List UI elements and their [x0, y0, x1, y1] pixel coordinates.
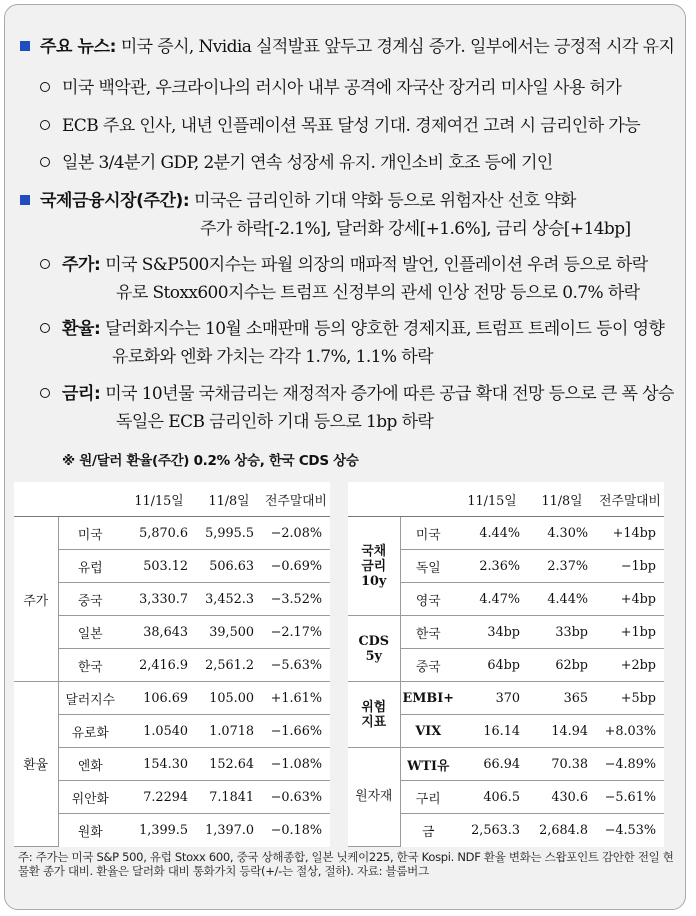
- row-label: 중국: [400, 649, 456, 682]
- value-current: 16.14: [456, 715, 528, 748]
- row-label: 미국: [58, 517, 122, 550]
- value-current: 34bp: [456, 616, 528, 649]
- value-current: 503.12: [122, 550, 196, 583]
- footnote: 주: 주가는 미국 S&P 500, 유럽 Stoxx 600, 중국 상해종합, 일본 닛케이225, 한국 Kospi. NDF 환율 변화는 스왑포인트 감안한 전일 현물환 종가 대비. 환율은 달러화 대비 통화가치 등락(+/-는 절상, 절하). 자료: 블룸버그: [18, 850, 674, 878]
- news-item: [40, 115, 640, 137]
- value-change: +2bp: [596, 649, 664, 682]
- markets-header-label: 국제금융시장(주간):: [40, 191, 190, 211]
- value-current: 370: [456, 682, 528, 715]
- value-current: 154.30: [122, 748, 196, 781]
- header-change: 전주말대비: [262, 482, 330, 517]
- value-change: −0.69%: [262, 550, 330, 583]
- table-header-row: [14, 482, 330, 517]
- circle-bullet-icon: [40, 157, 50, 167]
- group-label: [348, 517, 400, 616]
- stocks-item: [40, 254, 648, 276]
- value-previous: 365: [528, 682, 596, 715]
- news-header: [20, 36, 674, 58]
- stocks-label: 주가:: [62, 255, 101, 275]
- value-change: −1.66%: [262, 715, 330, 748]
- news-item: [40, 152, 553, 174]
- value-current: 2.36%: [456, 550, 528, 583]
- value-previous: 2.37%: [528, 550, 596, 583]
- rates-text: 미국 10년물 국채금리는 재정적자 증가에 따른 공급 확대 전망 등으로 큰 폭 상승: [105, 384, 674, 404]
- news-item: [40, 77, 621, 99]
- markets-header: [20, 190, 576, 212]
- group-label-line: 지표: [361, 714, 387, 730]
- value-current: 66.94: [456, 748, 528, 781]
- group-label-line: 5y: [365, 648, 382, 664]
- value-previous: 5,995.5: [196, 517, 262, 550]
- row-label: 영국: [400, 583, 456, 616]
- group-label: 환율: [14, 682, 58, 847]
- value-change: +4bp: [596, 583, 664, 616]
- value-change: +5bp: [596, 682, 664, 715]
- fx-text: 달러화지수는 10월 소매판매 등의 양호한 경제지표, 트럼프 트레이드 등이 영향: [105, 319, 665, 339]
- row-label: 엔화: [58, 748, 122, 781]
- value-change: +14bp: [596, 517, 664, 550]
- group-label-line: CDS: [358, 633, 390, 649]
- group-label: 주가: [14, 517, 58, 682]
- circle-bullet-icon: [40, 259, 50, 269]
- row-label: 유로화: [58, 715, 122, 748]
- stocks-cont: 유로 Stoxx600지수는 트럼프 신정부의 관세 인상 전망 등으로 0.7% 하락: [116, 283, 640, 303]
- value-previous: 70.38: [528, 748, 596, 781]
- fx-cont: 유로화와 엔화 가치는 각각 1.7%, 1.1% 하락: [112, 347, 433, 367]
- row-label: 위안화: [58, 781, 122, 814]
- value-change: −2.08%: [262, 517, 330, 550]
- row-label: 중국: [58, 583, 122, 616]
- news-item-text: ECB 주요 인사, 내년 인플레이션 목표 달성 기대. 경제여건 고려 시 금리인하 가능: [62, 116, 641, 136]
- value-previous: 14.94: [528, 715, 596, 748]
- row-label: VIX: [400, 715, 456, 748]
- value-current: 2,563.3: [471, 822, 520, 838]
- news-header-text: 미국 증시, Nvidia 실적발표 앞두고 경계심 증가. 일부에서는 긍정적 시각 유지: [120, 37, 675, 57]
- value-current: 38,643: [122, 616, 196, 649]
- group-label: [348, 616, 400, 682]
- table-row: [14, 616, 330, 649]
- row-label: 독일: [400, 550, 456, 583]
- value-previous: 2,561.2: [196, 649, 262, 682]
- value-change: −2.17%: [262, 616, 330, 649]
- value-previous: 506.63: [196, 550, 262, 583]
- stocks-text: 미국 S&P500지수는 파월 의장의 매파적 발언, 인플레이션 우려 등으로 하락: [105, 255, 648, 275]
- right-market-table: [348, 482, 664, 847]
- fx-label: 환율:: [62, 319, 101, 339]
- value-change: −4.89%: [596, 748, 664, 781]
- table-row: [14, 550, 330, 583]
- value-current: 4.44%: [456, 517, 528, 550]
- value-current: 2,416.9: [122, 649, 196, 682]
- row-label: 유럽: [58, 550, 122, 583]
- group-label-line: 10y: [361, 573, 387, 589]
- blue-square-bullet-icon: [20, 195, 30, 205]
- value-change: +1bp: [596, 616, 664, 649]
- value-change: −0.18%: [270, 822, 322, 838]
- value-previous: 4.30%: [528, 517, 596, 550]
- value-change: −4.53%: [604, 822, 656, 838]
- value-previous: 430.6: [528, 781, 596, 814]
- row-label: 달러지수: [58, 682, 122, 715]
- value-change: +1.61%: [262, 682, 330, 715]
- value-previous: 105.00: [196, 682, 262, 715]
- group-label: [348, 682, 400, 748]
- table-row: [14, 517, 330, 550]
- group-label-line: 원자재: [355, 789, 393, 805]
- value-current: 4.47%: [456, 583, 528, 616]
- value-previous: 2,684.8: [539, 822, 588, 838]
- header-current: 11/15일: [456, 482, 528, 517]
- table-header-row: [348, 482, 664, 517]
- table-row: [14, 748, 330, 781]
- table-row: [348, 682, 664, 715]
- news-item-text: 일본 3/4분기 GDP, 2분기 연속 성장세 유지. 개인소비 호조 등에 기인: [62, 153, 553, 173]
- row-label: 구리: [400, 781, 456, 814]
- value-current: 406.5: [456, 781, 528, 814]
- value-current: 64bp: [456, 649, 528, 682]
- left-market-table: [14, 482, 330, 847]
- value-change: −1.08%: [262, 748, 330, 781]
- header-current: 11/15일: [122, 482, 196, 517]
- row-label: 미국: [400, 517, 456, 550]
- value-change: −5.61%: [596, 781, 664, 814]
- table-row: [14, 715, 330, 748]
- table-row: [14, 583, 330, 616]
- value-previous: 7.1841: [196, 781, 262, 814]
- value-previous: 4.44%: [528, 583, 596, 616]
- value-current: 1.0540: [122, 715, 196, 748]
- value-current: 3,330.7: [122, 583, 196, 616]
- table-row: [14, 682, 330, 715]
- markets-header-cont: 주가 하락[-2.1%], 달러화 강세[+1.6%], 금리 상승[+14bp]: [200, 219, 631, 239]
- table-row: [14, 781, 330, 814]
- value-previous: 1.0718: [196, 715, 262, 748]
- table-row: [348, 616, 664, 649]
- row-label: WTI유: [400, 748, 456, 781]
- group-label: [348, 748, 400, 847]
- circle-bullet-icon: [40, 388, 50, 398]
- row-label: 금: [422, 824, 435, 840]
- row-label: 한국: [400, 616, 456, 649]
- group-label-line: 금리: [361, 558, 387, 574]
- row-label: 한국: [58, 649, 122, 682]
- table-row: [348, 748, 664, 781]
- value-current: 5,870.6: [122, 517, 196, 550]
- table-row: [14, 814, 330, 847]
- value-change: −5.63%: [262, 649, 330, 682]
- value-change: −3.52%: [262, 583, 330, 616]
- rates-cont: 독일은 ECB 금리인하 기대 등으로 1bp 하락: [116, 412, 434, 432]
- row-label: EMBI+: [400, 682, 456, 715]
- rates-item: [40, 383, 674, 405]
- circle-bullet-icon: [40, 82, 50, 92]
- markets-header-text: 미국은 금리인하 기대 약화 등으로 위험자산 선호 약화: [194, 191, 576, 211]
- header-previous: 11/8일: [528, 482, 596, 517]
- fx-item: [40, 318, 664, 340]
- value-change: +8.03%: [596, 715, 664, 748]
- news-header-label: 주요 뉴스:: [40, 37, 117, 57]
- value-current: 106.69: [122, 682, 196, 715]
- value-previous: 152.64: [196, 748, 262, 781]
- news-item-text: 미국 백악관, 우크라이나의 러시아 내부 공격에 자국산 장거리 미사일 사용 허가: [62, 78, 622, 98]
- value-previous: 39,500: [196, 616, 262, 649]
- value-change: −0.63%: [262, 781, 330, 814]
- group-label-line: 위험: [361, 699, 387, 715]
- value-previous: 1,397.0: [205, 822, 254, 838]
- value-previous: 3,452.3: [196, 583, 262, 616]
- blue-square-bullet-icon: [20, 41, 30, 51]
- circle-bullet-icon: [40, 120, 50, 130]
- value-change: −1bp: [596, 550, 664, 583]
- header-previous: 11/8일: [196, 482, 262, 517]
- group-label-line: 국채: [361, 543, 387, 559]
- value-previous: 62bp: [528, 649, 596, 682]
- row-label: 원화: [77, 824, 103, 840]
- rates-label: 금리:: [62, 384, 101, 404]
- value-current: 1,399.5: [139, 822, 188, 838]
- circle-bullet-icon: [40, 323, 50, 333]
- table-row: [14, 649, 330, 682]
- value-current: 7.2294: [122, 781, 196, 814]
- table-row: [348, 517, 664, 550]
- fx-cds-note: ※ 원/달러 환율(주간) 0.2% 상승, 한국 CDS 상승: [62, 453, 359, 469]
- header-change: 전주말대비: [596, 482, 664, 517]
- value-previous: 33bp: [528, 616, 596, 649]
- row-label: 일본: [58, 616, 122, 649]
